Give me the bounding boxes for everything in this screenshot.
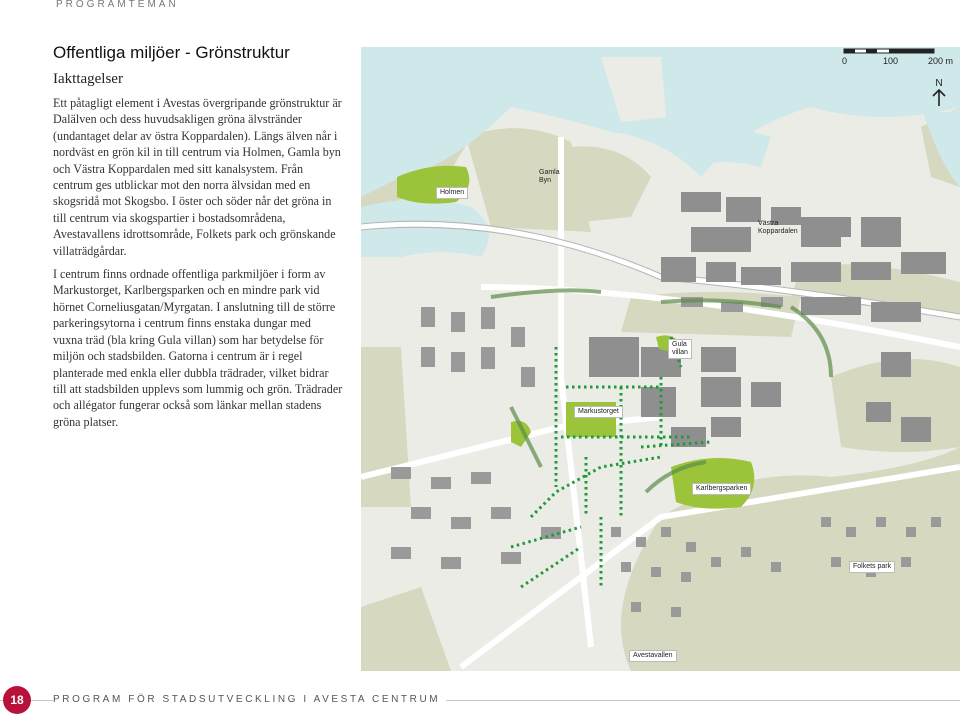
label-gamla-byn: [539, 169, 560, 185]
label-vastra-koppardalen-line2: Koppardalen: [758, 228, 798, 235]
body-text: [53, 95, 343, 437]
label-gula-villan-line2: villan: [672, 349, 688, 356]
label-folkets-park: Folkets park: [849, 561, 895, 573]
green-structure-map: [361, 47, 960, 671]
north-label: N: [935, 78, 943, 89]
north-arrow: [929, 78, 949, 108]
label-gula-villan: [668, 339, 692, 359]
north-arrow-icon: [929, 89, 949, 107]
label-vastra-koppardalen: [758, 220, 798, 236]
paragraph-observations: Ett påtagligt element i Avestas övergripande grönstruktur är Dalälven och dess huvudsakligen gröna älvstränder (undantaget delar av östra Koppardalen). Längs älven når i nordväst en grön kil in till centrum via Holmen, Gamla byn och Västra Koppardalen med sitt kanalsystem. Från centrum ges utblickar mot den norra älvsidan med en skogsridå mot Skogsbo. I öster och söder når det gröna in till centrum via skogspartier i bostadsområdena, Avestavallens idrottsområde, Folkets park och grönskande villaträdgårdar.: [53, 96, 342, 258]
label-holmen: Holmen: [436, 187, 468, 199]
label-gula-villan-line1: Gula: [672, 341, 687, 348]
page-subtitle: Iakttagelser: [53, 71, 123, 87]
label-gamla-byn-line1: Gamla: [539, 169, 560, 176]
scale-label-200: 200 m: [928, 56, 954, 66]
label-karlbergsparken: Karlbergsparken: [692, 483, 751, 495]
page-title: Offentliga miljöer - Grönstruktur: [53, 43, 290, 62]
label-markustorget: Markustorget: [574, 406, 623, 418]
page-number-badge: 18: [3, 686, 31, 714]
label-vastra-koppardalen-line1: Västra: [758, 220, 779, 227]
scale-bar: [842, 47, 960, 67]
section-header: PROGRAMTEMAN: [56, 0, 179, 10]
scale-label-0: 0: [842, 56, 848, 66]
label-avestavallen: Avestavallen: [629, 650, 677, 662]
scale-label-100: 100: [883, 56, 899, 66]
label-gamla-byn-line2: Byn: [539, 177, 552, 184]
paragraph-parks: I centrum finns ordnade offentliga parkmiljöer i form av Markustorget, Karlbergsparken och en mindre park vid hörnet Corneliusgatan/Myrgatan. I anslutning till de större parkeringsytorna i centrum finns enstaka dungar med vuxna träd (bla kring Gula villan) som har betydelse för miljön och stadsbilden. Gatorna i centrum är i regel planterade med enkla eller dubbla trädrader, vilket bidrar till att stadsbilden upplevs som lummig och grön. Trädrader och allégator fungerar också som länkar mellan stadens gröna platser.: [53, 267, 343, 429]
footer-title: PROGRAM FÖR STADSUTVECKLING I AVESTA CENTRUM: [53, 694, 446, 705]
